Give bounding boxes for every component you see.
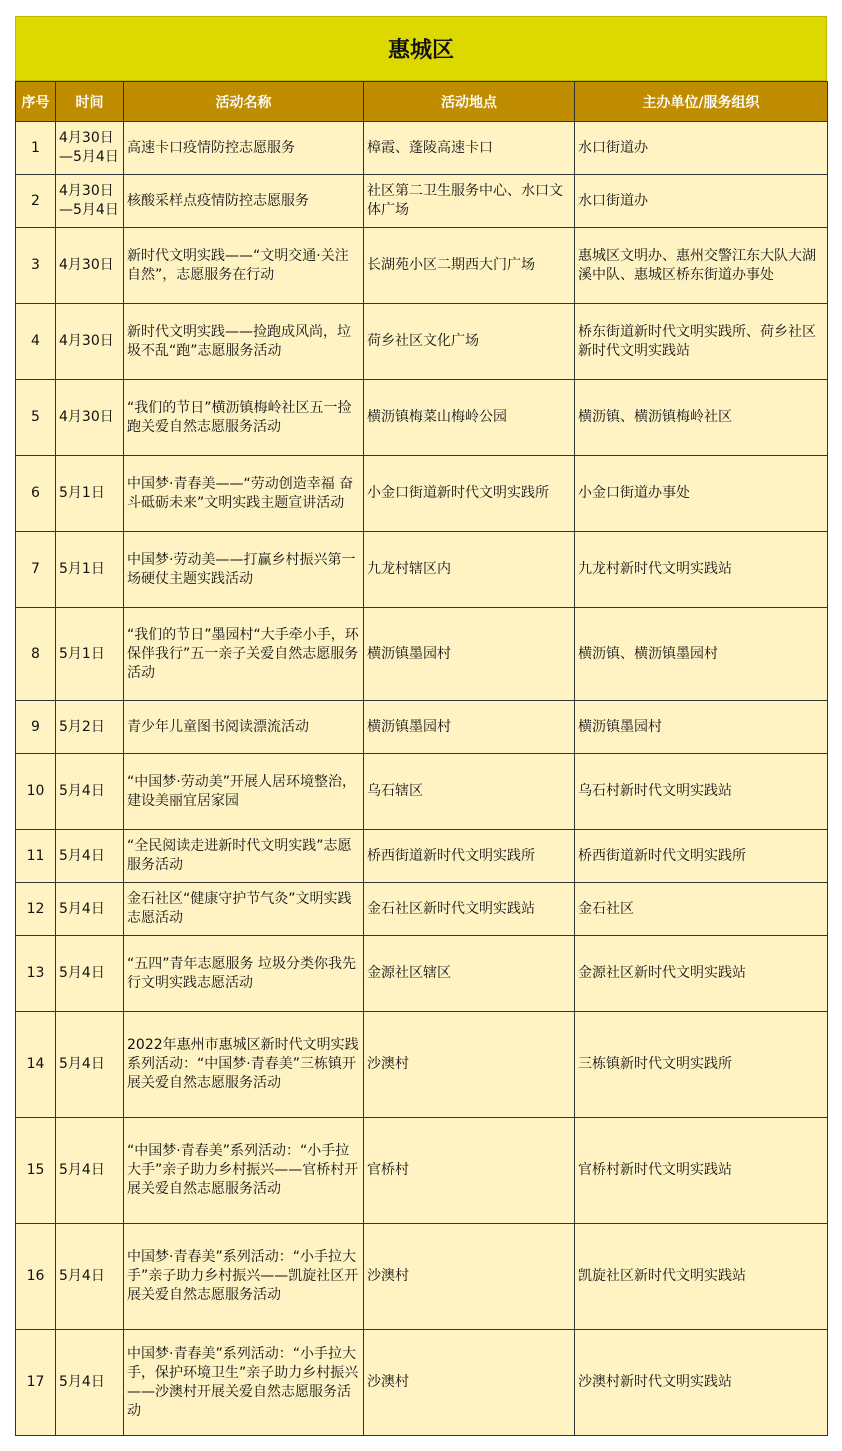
row-no: 14 xyxy=(16,1012,56,1118)
sheet-title: 惠城区 xyxy=(15,16,827,81)
row-time: 4月30日—5月4日 xyxy=(56,122,124,175)
row-time: 5月1日 xyxy=(56,456,124,532)
row-time: 5月4日 xyxy=(56,1330,124,1436)
table-row xyxy=(16,936,828,1012)
row-no: 4 xyxy=(16,304,56,380)
table-row xyxy=(16,1330,828,1436)
row-no: 2 xyxy=(16,175,56,228)
row-place: 横沥镇墨园村 xyxy=(364,608,575,701)
row-place: 樟霞、蓬陵高速卡口 xyxy=(364,122,575,175)
table-row xyxy=(16,380,828,456)
row-no: 7 xyxy=(16,532,56,608)
row-org: 沙澳村新时代文明实践站 xyxy=(575,1330,828,1436)
row-time: 4月30日 xyxy=(56,228,124,304)
row-time: 5月4日 xyxy=(56,1118,124,1224)
row-time: 5月1日 xyxy=(56,532,124,608)
row-org: 金石社区 xyxy=(575,883,828,936)
row-activity-name: 中国梦·青春美”系列活动：“小手拉大手，保护环境卫生”亲子助力乡村振兴——沙澳村开展关爱自然志愿服务活动 xyxy=(124,1330,364,1436)
row-place: 横沥镇墨园村 xyxy=(364,701,575,754)
table-row xyxy=(16,883,828,936)
row-activity-name: “全民阅读走进新时代文明实践”志愿服务活动 xyxy=(124,830,364,883)
row-activity-name: “中国梦·劳动美”开展人居环境整治，建设美丽宜居家园 xyxy=(124,754,364,830)
row-place: 社区第二卫生服务中心、水口文体广场 xyxy=(364,175,575,228)
row-time: 4月30日 xyxy=(56,304,124,380)
table-row xyxy=(16,304,828,380)
table-row xyxy=(16,228,828,304)
row-org: 官桥村新时代文明实践站 xyxy=(575,1118,828,1224)
row-place: 九龙村辖区内 xyxy=(364,532,575,608)
table-row xyxy=(16,1012,828,1118)
row-activity-name: 2022年惠州市惠城区新时代文明实践系列活动：“中国梦·青春美”三栋镇开展关爱自然志愿服务活动 xyxy=(124,1012,364,1118)
row-no: 1 xyxy=(16,122,56,175)
row-org: 水口街道办 xyxy=(575,175,828,228)
row-activity-name: “我们的节日”横沥镇梅岭社区五一捡跑关爱自然志愿服务活动 xyxy=(124,380,364,456)
row-org: 桥东街道新时代文明实践所、荷乡社区新时代文明实践站 xyxy=(575,304,828,380)
row-no: 16 xyxy=(16,1224,56,1330)
row-time: 5月4日 xyxy=(56,754,124,830)
row-place: 官桥村 xyxy=(364,1118,575,1224)
row-no: 13 xyxy=(16,936,56,1012)
row-place: 横沥镇梅菜山梅岭公园 xyxy=(364,380,575,456)
row-time: 4月30日 xyxy=(56,380,124,456)
row-org: 凯旋社区新时代文明实践站 xyxy=(575,1224,828,1330)
row-org: 小金口街道办事处 xyxy=(575,456,828,532)
row-no: 15 xyxy=(16,1118,56,1224)
row-org: 九龙村新时代文明实践站 xyxy=(575,532,828,608)
row-time: 5月4日 xyxy=(56,883,124,936)
row-activity-name: 中国梦·青春美——“劳动创造幸福 奋斗砥砺未来”文明实践主题宣讲活动 xyxy=(124,456,364,532)
row-no: 12 xyxy=(16,883,56,936)
row-no: 11 xyxy=(16,830,56,883)
row-place: 金源社区辖区 xyxy=(364,936,575,1012)
row-org: 横沥镇墨园村 xyxy=(575,701,828,754)
row-activity-name: 青少年儿童图书阅读漂流活动 xyxy=(124,701,364,754)
row-place: 沙澳村 xyxy=(364,1330,575,1436)
row-no: 3 xyxy=(16,228,56,304)
row-org: 金源社区新时代文明实践站 xyxy=(575,936,828,1012)
row-org: 三栋镇新时代文明实践所 xyxy=(575,1012,828,1118)
row-place: 沙澳村 xyxy=(364,1012,575,1118)
row-time: 5月2日 xyxy=(56,701,124,754)
row-activity-name: 核酸采样点疫情防控志愿服务 xyxy=(124,175,364,228)
row-time: 5月4日 xyxy=(56,1224,124,1330)
row-time: 5月4日 xyxy=(56,1012,124,1118)
row-activity-name: 高速卡口疫情防控志愿服务 xyxy=(124,122,364,175)
row-activity-name: 新时代文明实践——“文明交通·关注自然”，志愿服务在行动 xyxy=(124,228,364,304)
table-row xyxy=(16,754,828,830)
table-row xyxy=(16,175,828,228)
table-row xyxy=(16,1118,828,1224)
row-no: 10 xyxy=(16,754,56,830)
row-activity-name: “中国梦·青春美”系列活动：“小手拉大手”亲子助力乡村振兴——官桥村开展关爱自然志愿服务活动 xyxy=(124,1118,364,1224)
row-no: 8 xyxy=(16,608,56,701)
row-org: 乌石村新时代文明实践站 xyxy=(575,754,828,830)
row-activity-name: 中国梦·青春美”系列活动：“小手拉大手”亲子助力乡村振兴——凯旋社区开展关爱自然志愿服务活动 xyxy=(124,1224,364,1330)
row-org: 横沥镇、横沥镇墨园村 xyxy=(575,608,828,701)
row-org: 横沥镇、横沥镇梅岭社区 xyxy=(575,380,828,456)
row-place: 乌石辖区 xyxy=(364,754,575,830)
activity-sheet xyxy=(15,16,827,1436)
table-row xyxy=(16,830,828,883)
row-org: 桥西街道新时代文明实践所 xyxy=(575,830,828,883)
table-row xyxy=(16,122,828,175)
row-place: 沙澳村 xyxy=(364,1224,575,1330)
row-place: 小金口街道新时代文明实践所 xyxy=(364,456,575,532)
row-no: 5 xyxy=(16,380,56,456)
row-org: 惠城区文明办、惠州交警江东大队大湖溪中队、惠城区桥东街道办事处 xyxy=(575,228,828,304)
row-activity-name: “五四”青年志愿服务 垃圾分类你我先行文明实践志愿活动 xyxy=(124,936,364,1012)
header-name: 活动名称 xyxy=(124,82,364,122)
row-activity-name: 金石社区“健康守护节气灸”文明实践志愿活动 xyxy=(124,883,364,936)
row-place: 桥西街道新时代文明实践所 xyxy=(364,830,575,883)
header-row xyxy=(16,82,828,122)
row-place: 荷乡社区文化广场 xyxy=(364,304,575,380)
row-time: 4月30日—5月4日 xyxy=(56,175,124,228)
row-place: 金石社区新时代文明实践站 xyxy=(364,883,575,936)
header-no: 序号 xyxy=(16,82,56,122)
row-time: 5月4日 xyxy=(56,830,124,883)
header-org: 主办单位/服务组织 xyxy=(575,82,828,122)
table-row xyxy=(16,532,828,608)
row-no: 6 xyxy=(16,456,56,532)
row-time: 5月1日 xyxy=(56,608,124,701)
row-activity-name: “我们的节日”墨园村“大手牵小手，环保伴我行”五一亲子关爱自然志愿服务活动 xyxy=(124,608,364,701)
row-place: 长湖苑小区二期西大门广场 xyxy=(364,228,575,304)
row-no: 9 xyxy=(16,701,56,754)
table-row xyxy=(16,456,828,532)
table-row xyxy=(16,701,828,754)
table-row xyxy=(16,1224,828,1330)
row-activity-name: 中国梦·劳动美——打赢乡村振兴第一场硬仗主题实践活动 xyxy=(124,532,364,608)
row-org: 水口街道办 xyxy=(575,122,828,175)
header-place: 活动地点 xyxy=(364,82,575,122)
header-time: 时间 xyxy=(56,82,124,122)
activity-table xyxy=(15,81,828,1436)
row-time: 5月4日 xyxy=(56,936,124,1012)
table-row xyxy=(16,608,828,701)
row-activity-name: 新时代文明实践——捡跑成风尚，垃圾不乱“跑”志愿服务活动 xyxy=(124,304,364,380)
row-no: 17 xyxy=(16,1330,56,1436)
